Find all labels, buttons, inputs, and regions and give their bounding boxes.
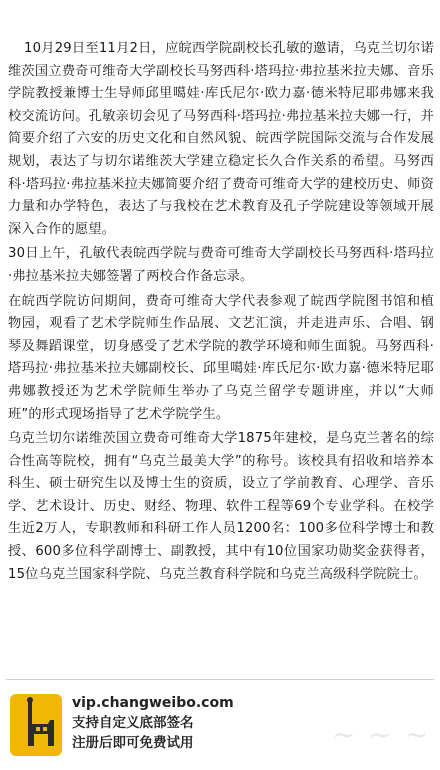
footer-slogan-2: 注册后即可免费试用 xyxy=(72,735,194,751)
watermark-graphic: ~ ~ ~ xyxy=(331,718,430,751)
article-paragraph: 30日上午，孔敏代表皖西学院与费奇可维奇大学副校长马努西科·塔玛拉·弗拉基米拉夫娜签署了两校合作备忘录。 xyxy=(8,246,434,284)
footer-slogan-1: 支持自定义底部签名 xyxy=(72,715,194,731)
article-paragraph: 在皖西学院访问期间，费奇可维奇大学代表参观了皖西学院图书馆和植物园，观看了艺术学院师生作品展、文艺汇演，并走进声乐、合唱、钢琴及舞蹈课堂，切身感受了艺术学院的教学环境和师生面貌。马努西科·塔玛拉·弗拉基米拉夫娜副校长、邱里噶娃·库氏尼尔·欧力嘉·德米特尼耶弗娜教授还为艺术学院师生举办了乌克兰留学专题讲座，并以“大师班”的形式现场指导了艺术学院学生。 xyxy=(8,293,434,422)
footer-text-block xyxy=(72,693,234,753)
article-paragraph: 10月29日至11月2日，应皖西学院副校长孔敏的邀请，乌克兰切尔诺维茨国立费奇可维奇大学副校长马努西科·塔玛拉·弗拉基米拉夫娜、音乐学院教授兼博士生导师邱里噶娃·库氏尼尔·欧力嘉·德米特尼耶弗娜来我校交流访问。孔敏亲切会见了马努西科·塔玛拉·弗拉基米拉夫娜一行，并简要介绍了六安的历史文化和自然风貌、皖西学院国际交流与合作发展规划，表达了与切尔诺维茨大学建立稳定长久合作关系的希望。马努西科·塔玛拉·弗拉基米拉夫娜简要介绍了费奇可维奇大学的建校历史、师资力量和办学特色，表达了与我校在艺术教育及孔子学院建设等领域开展深入合作的愿望。 xyxy=(8,41,434,237)
footer-url-link[interactable]: vip.changweibo.com xyxy=(72,695,234,711)
giraffe-logo-icon xyxy=(10,694,62,756)
article-body xyxy=(8,38,434,586)
article-paragraph: 乌克兰切尔诺维茨国立费奇可维奇大学1875年建校，是乌克兰著名的综合性高等院校，拥有“乌克兰最美大学”的称号。该校具有招收和培养本科生、硕士研究生以及博士生的资质，设立了学前教育、心理学、音乐学、艺术设计、历史、财经、物理、软件工程等69个专业学科。在校学生近2万人，专职教师和科研工作人员1200名：100多位科学博士和教授、600多位科学副博士、副教授，其中有10位国家功勋奖金获得者，15位乌克兰国家科学院、乌克兰教育科学院和乌克兰高级科学院院士。 xyxy=(8,431,434,582)
footer-divider xyxy=(6,679,434,680)
